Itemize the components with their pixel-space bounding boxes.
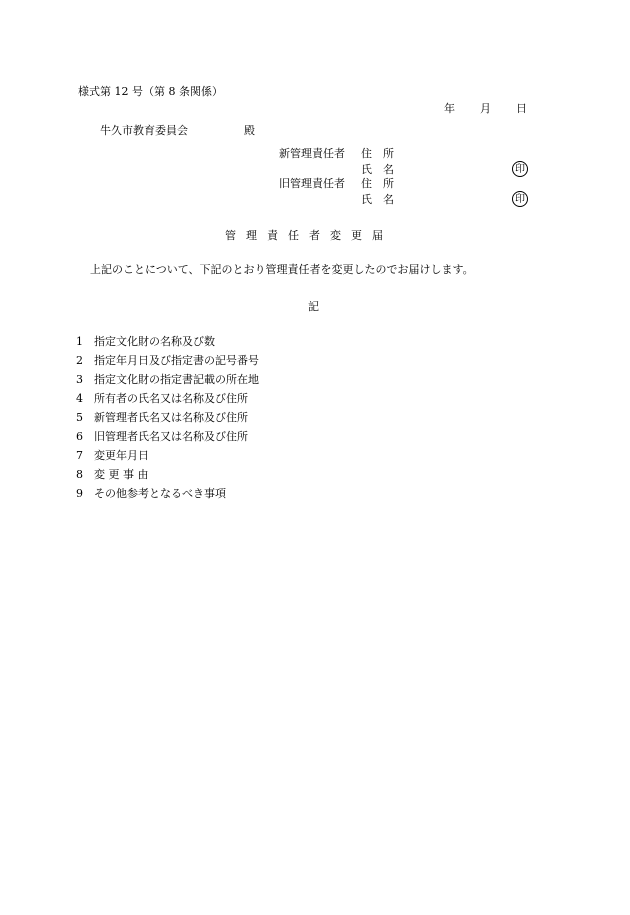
item-number: 7 [76, 449, 83, 462]
item-number: 2 [76, 354, 83, 367]
list-item [76, 351, 259, 370]
item-number: 6 [76, 430, 83, 443]
item-text: 変 更 事 由 [94, 468, 149, 481]
form-number: 様式第 12 号（第 8 条関係） [78, 85, 223, 98]
addressee-name: 牛久市教育委員会 [100, 124, 188, 137]
item-number: 5 [76, 411, 83, 424]
document-title: 管理責任者変更届 [225, 229, 393, 242]
item-text: 旧管理者氏名又は名称及び住所 [94, 430, 248, 443]
date-day: 日 [516, 102, 527, 115]
list-item [76, 370, 259, 389]
new-manager-address-label: 住 所 [361, 147, 394, 160]
old-manager-label: 旧管理責任者 [279, 177, 345, 190]
item-number: 3 [76, 373, 83, 386]
new-manager-seal-mark: 印 [512, 161, 528, 177]
item-number: 4 [76, 392, 83, 405]
item-text: 変更年月日 [94, 449, 149, 462]
list-item [76, 408, 259, 427]
list-item [76, 427, 259, 446]
item-text: 所有者の氏名又は名称及び住所 [94, 392, 248, 405]
new-manager-name-label: 氏 名 [361, 163, 394, 176]
new-manager-label: 新管理責任者 [279, 147, 345, 160]
list-item [76, 389, 259, 408]
old-manager-name-label: 氏 名 [361, 193, 394, 206]
items-list [76, 332, 259, 503]
item-text: その他参考となるべき事項 [94, 487, 226, 500]
item-text: 新管理者氏名又は名称及び住所 [94, 411, 248, 424]
date-year: 年 [444, 102, 455, 115]
ki-heading: 記 [308, 300, 319, 313]
date-month: 月 [480, 102, 491, 115]
body-text: 上記のことについて、下記のとおり管理責任者を変更したのでお届けします。 [90, 263, 474, 276]
old-manager-address-label: 住 所 [361, 177, 394, 190]
list-item [76, 484, 259, 503]
old-manager-seal-mark: 印 [512, 191, 528, 207]
list-item [76, 465, 259, 484]
item-number: 9 [76, 487, 83, 500]
item-text: 指定文化財の名称及び数 [94, 335, 215, 348]
addressee-honorific: 殿 [244, 124, 255, 137]
item-text: 指定年月日及び指定書の記号番号 [94, 354, 259, 367]
item-number: 8 [76, 468, 83, 481]
list-item [76, 446, 259, 465]
item-text: 指定文化財の指定書記載の所在地 [94, 373, 259, 386]
item-number: 1 [76, 335, 83, 348]
list-item [76, 332, 259, 351]
